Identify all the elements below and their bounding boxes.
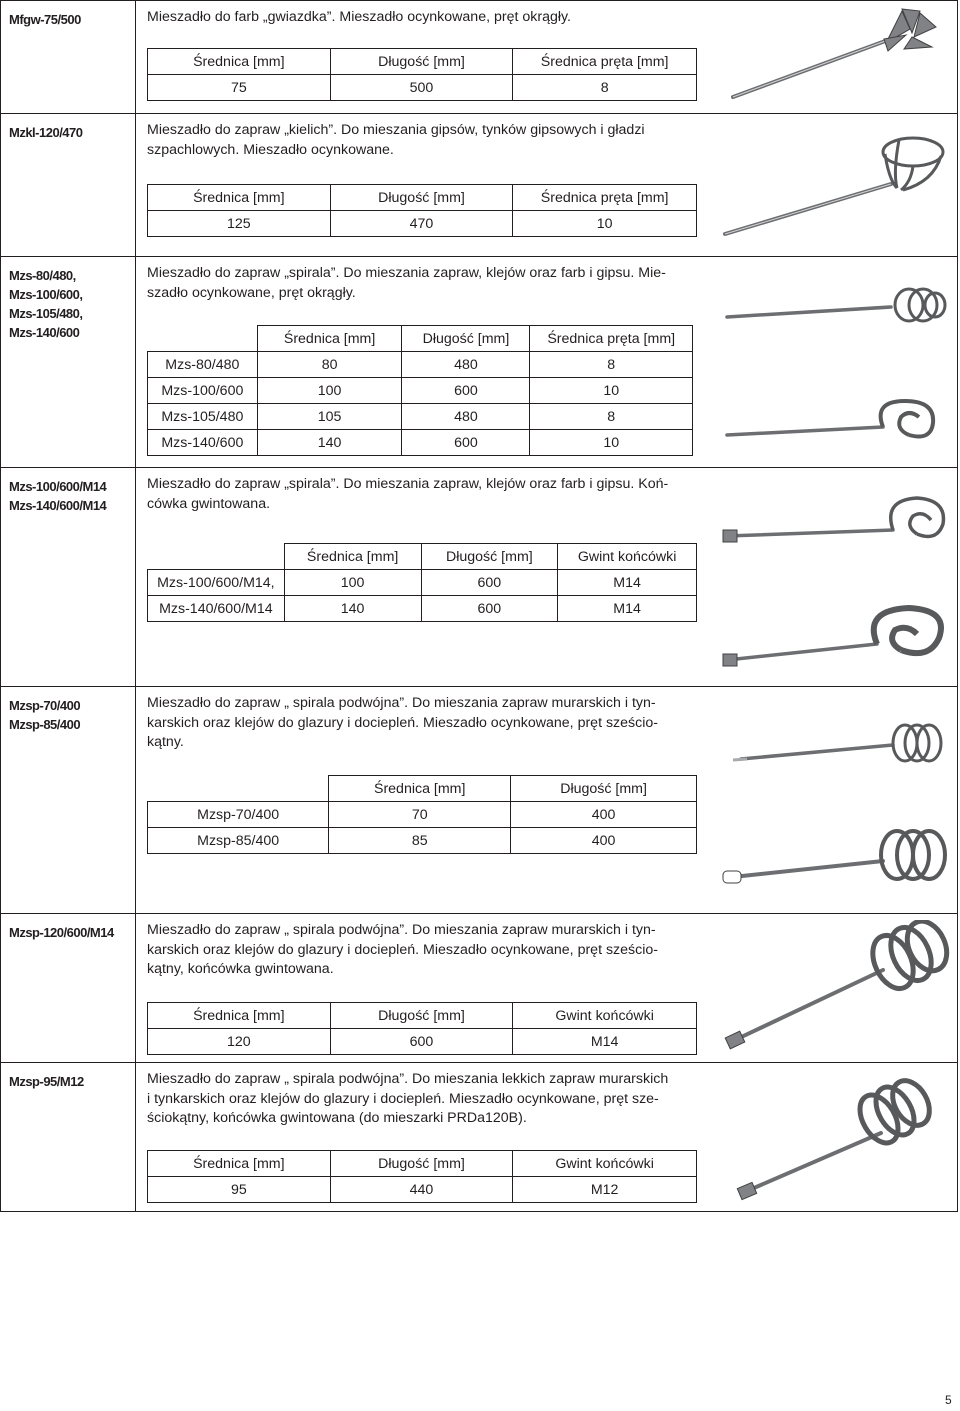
column-header: Średnica [mm]: [148, 1151, 331, 1177]
table-row: [148, 596, 697, 622]
table-cell: 600: [402, 430, 530, 456]
table-cell: 140: [284, 596, 421, 622]
product-row: [0, 686, 958, 914]
product-code: Mzkl-120/470: [9, 125, 83, 140]
threaded-spiral-mixer-large-image: [713, 598, 953, 676]
column-header: Długość [mm]: [330, 49, 513, 75]
description-line: Mieszadło do zapraw „ spirala podwójna”. Do mieszania zapraw murarskich i tyn-: [147, 922, 656, 938]
column-header: Średnica [mm]: [257, 326, 402, 352]
threaded-double-spiral-mixer-image: [713, 920, 953, 1060]
column-header: Średnica [mm]: [148, 49, 331, 75]
product-code: Mzsp-95/M12: [9, 1074, 84, 1089]
table-cell: 100: [284, 570, 421, 596]
table-cell: 100: [257, 378, 402, 404]
product-description: [147, 121, 703, 160]
table-cell: 85: [329, 828, 511, 854]
table-cell: 140: [257, 430, 402, 456]
product-description: [147, 475, 703, 514]
table-row: [148, 430, 693, 456]
table-row: [148, 802, 697, 828]
column-header: Średnica pręta [mm]: [530, 326, 693, 352]
table-cell: 480: [402, 352, 530, 378]
table-cell: 600: [421, 570, 558, 596]
table-cell: M12: [513, 1177, 697, 1203]
blank-header: [148, 326, 258, 352]
table-cell: 8: [530, 352, 693, 378]
table-cell: Mzs-140/600: [148, 430, 258, 456]
product-code-cell: [1, 914, 136, 1062]
cup-basket-mixer-image: [713, 122, 953, 252]
table-cell: 600: [402, 378, 530, 404]
table-row: [148, 1177, 697, 1203]
spec-table: [147, 543, 697, 622]
product-description: [147, 8, 703, 28]
column-header: Średnica pręta [mm]: [513, 49, 697, 75]
column-header: Średnica [mm]: [284, 544, 421, 570]
spec-table: [147, 1150, 697, 1203]
table-cell: 8: [513, 75, 697, 101]
product-code-cell: [1, 468, 136, 686]
description-line: karskich oraz klejów do glazury i dociepleń. Mieszadło ocynkowane, pręt sześcio-: [147, 941, 658, 958]
product-code: Mzs-100/600/M14: [9, 479, 107, 494]
spec-table: [147, 325, 693, 456]
table-cell: 75: [148, 75, 331, 101]
column-header: Gwint końcówki: [513, 1003, 697, 1029]
table-row: [148, 570, 697, 596]
description-line: cówka gwintowana.: [147, 495, 271, 512]
table-cell: 125: [148, 211, 331, 237]
product-row: [0, 113, 958, 257]
description-line: karskich oraz klejów do glazury i dociepleń. Mieszadło ocynkowane, pręt sześcio-: [147, 714, 658, 731]
table-row: [148, 211, 697, 237]
table-cell: 400: [511, 828, 697, 854]
table-row: [148, 404, 693, 430]
star-paint-mixer-image: [713, 5, 953, 111]
table-cell: Mzs-80/480: [148, 352, 258, 378]
product-row: [0, 256, 958, 468]
table-cell: 10: [530, 430, 693, 456]
product-code-cell: [1, 257, 136, 467]
product-row: [0, 467, 958, 687]
product-description: [147, 1070, 703, 1129]
table-row: [148, 75, 697, 101]
table-cell: 80: [257, 352, 402, 378]
spiral-mixer-coiled-image: [713, 279, 953, 345]
spec-table: [147, 48, 697, 101]
description-line: Mieszadło do farb „gwiazdka”. Mieszadło ocynkowane, pręt okrągły.: [147, 9, 571, 25]
table-cell: 400: [511, 802, 697, 828]
table-cell: M14: [558, 596, 697, 622]
table-row: [148, 1029, 697, 1055]
product-code: Mzs-140/600: [9, 325, 80, 340]
table-cell: M14: [558, 570, 697, 596]
column-header: Średnica [mm]: [148, 185, 331, 211]
column-header: Długość [mm]: [330, 185, 513, 211]
table-cell: Mzs-100/600/M14,: [148, 570, 285, 596]
description-line: kątny, końcówka gwintowana.: [147, 961, 334, 977]
table-cell: Mzsp-85/400: [148, 828, 329, 854]
product-description: [147, 921, 703, 980]
product-description: [147, 694, 703, 753]
product-code: Mzs-80/480,: [9, 268, 76, 283]
product-code-cell: [1, 114, 136, 256]
product-code: Mzs-140/600/M14: [9, 498, 107, 513]
double-spiral-mixer-small-image: [713, 707, 953, 777]
table-cell: 105: [257, 404, 402, 430]
table-cell: 8: [530, 404, 693, 430]
table-cell: Mzs-105/480: [148, 404, 258, 430]
table-row: [148, 378, 693, 404]
double-spiral-mixer-m12-image: [713, 1069, 953, 1209]
description-line: szadło ocynkowane, pręt okrągły.: [147, 284, 356, 301]
description-line: Mieszadło do zapraw „ spirala podwójna”. Do mieszania lekkich zapraw murarskich: [147, 1071, 669, 1087]
spec-table: [147, 1002, 697, 1055]
table-row: [148, 352, 693, 378]
product-code: Mzsp-70/400: [9, 698, 81, 713]
product-description: [147, 264, 703, 303]
description-line: szpachlowych. Mieszadło ocynkowane.: [147, 141, 394, 158]
column-header: Gwint końcówki: [513, 1151, 697, 1177]
column-header: Długość [mm]: [421, 544, 558, 570]
description-line: kątny.: [147, 734, 184, 750]
description-line: ściokątny, końcówka gwintowana (do mieszarki PRDa120B).: [147, 1110, 527, 1126]
product-code: Mzs-105/480,: [9, 306, 83, 321]
spec-table: [147, 775, 697, 854]
table-cell: 70: [329, 802, 511, 828]
table-cell: 480: [402, 404, 530, 430]
table-cell: 10: [530, 378, 693, 404]
product-code: Mzs-100/600,: [9, 287, 83, 302]
spiral-mixer-open-image: [713, 387, 953, 453]
column-header: Długość [mm]: [330, 1003, 513, 1029]
product-code: Mfgw-75/500: [9, 12, 81, 27]
description-line: Mieszadło do zapraw „spirala”. Do mieszania zapraw, klejów oraz farb i gipsu. Koń-: [147, 476, 669, 492]
product-code-cell: [1, 1063, 136, 1211]
column-header: Gwint końcówki: [558, 544, 697, 570]
table-cell: Mzsp-70/400: [148, 802, 329, 828]
product-code-cell: [1, 1, 136, 113]
description-line: Mieszadło do zapraw „kielich”. Do mieszania gipsów, tynków gipsowych i gładzi: [147, 122, 645, 138]
column-header: Średnica [mm]: [329, 776, 511, 802]
description-line: Mieszadło do zapraw „ spirala podwójna”. Do mieszania zapraw murarskich i tyn-: [147, 695, 656, 711]
column-header: Średnica [mm]: [148, 1003, 331, 1029]
table-cell: 600: [421, 596, 558, 622]
product-code-cell: [1, 687, 136, 913]
double-spiral-mixer-large-image: [713, 807, 953, 897]
column-header: Długość [mm]: [330, 1151, 513, 1177]
column-header: Długość [mm]: [511, 776, 697, 802]
table-cell: Mzs-140/600/M14: [148, 596, 285, 622]
product-row: [0, 1062, 958, 1212]
blank-header: [148, 544, 285, 570]
page-number: 5: [945, 1393, 952, 1407]
description-line: Mieszadło do zapraw „spirala”. Do mieszania zapraw, klejów oraz farb i gipsu. Mie-: [147, 265, 666, 281]
table-cell: 95: [148, 1177, 331, 1203]
table-cell: 10: [513, 211, 697, 237]
table-cell: M14: [513, 1029, 697, 1055]
product-row: [0, 913, 958, 1063]
table-cell: 600: [330, 1029, 513, 1055]
threaded-spiral-mixer-small-image: [713, 474, 953, 564]
description-line: i tynkarskich oraz klejów do glazury i dociepleń. Mieszadło ocynkowane, pręt sze-: [147, 1090, 659, 1107]
product-code: Mzsp-85/400: [9, 717, 81, 732]
table-cell: Mzs-100/600: [148, 378, 258, 404]
table-cell: 120: [148, 1029, 331, 1055]
table-cell: 470: [330, 211, 513, 237]
column-header: Długość [mm]: [402, 326, 530, 352]
product-code: Mzsp-120/600/M14: [9, 925, 114, 940]
blank-header: [148, 776, 329, 802]
column-header: Średnica pręta [mm]: [513, 185, 697, 211]
table-cell: 500: [330, 75, 513, 101]
table-row: [148, 828, 697, 854]
product-row: [0, 0, 958, 114]
spec-table: [147, 184, 697, 237]
table-cell: 440: [330, 1177, 513, 1203]
